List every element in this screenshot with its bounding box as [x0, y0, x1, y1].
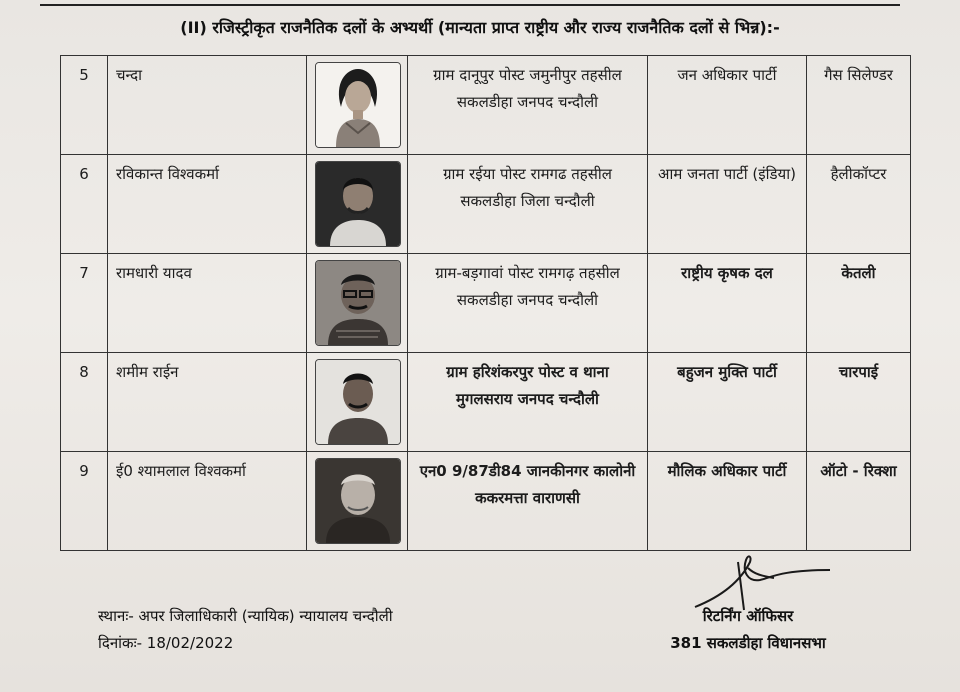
- photo-cell: [307, 155, 408, 254]
- candidate-photo: [315, 359, 401, 445]
- footer-officer-block: [643, 603, 853, 657]
- candidate-photo: [315, 260, 401, 346]
- candidate-photo: [315, 458, 401, 544]
- candidate-name: रविकान्त विश्वकर्मा: [108, 155, 307, 254]
- serial-number: 9: [61, 452, 108, 551]
- portrait-image: [316, 459, 400, 543]
- serial-number: 6: [61, 155, 108, 254]
- election-symbol: ऑटो - रिक्शा: [807, 452, 911, 551]
- photo-cell: [307, 353, 408, 452]
- photo-cell: [307, 254, 408, 353]
- constituency-name: 381 सकलडीहा विधानसभा: [670, 634, 826, 652]
- section-heading: (II) रजिस्ट्रीकृत राजनैतिक दलों के अभ्यर्थी (मान्यता प्राप्त राष्ट्रीय और राज्य राजनैतिक दलों से भिन्न):-: [180, 18, 780, 37]
- portrait-image: [316, 360, 400, 444]
- table-row: [61, 254, 911, 353]
- election-symbol: केतली: [807, 254, 911, 353]
- table-row: [61, 155, 911, 254]
- candidate-address: ग्राम-बड़गावां पोस्ट रामगढ़ तहसील सकलडीहा जनपद चन्दौली: [408, 254, 648, 353]
- candidate-address: ग्राम दानूपुर पोस्ट जमुनीपुर तहसील सकलडीहा जनपद चन्दौली: [408, 56, 648, 155]
- portrait-image: [316, 261, 400, 345]
- candidate-photo: [315, 62, 401, 148]
- candidate-name: चन्दा: [108, 56, 307, 155]
- candidate-address: एन0 9/87डी84 जानकीनगर कालोनी ककरमत्ता वाराणसी: [408, 452, 648, 551]
- table-row: [61, 353, 911, 452]
- election-symbol: गैस सिलेण्डर: [807, 56, 911, 155]
- party-name: जन अधिकार पार्टी: [648, 56, 807, 155]
- party-name: राष्ट्रीय कृषक दल: [648, 254, 807, 353]
- photo-cell: [307, 56, 408, 155]
- table-row: [61, 452, 911, 551]
- portrait-image: [316, 162, 400, 246]
- photo-cell: [307, 452, 408, 551]
- serial-number: 7: [61, 254, 108, 353]
- portrait-image: [316, 63, 400, 147]
- candidate-name: रामधारी यादव: [108, 254, 307, 353]
- party-name: आम जनता पार्टी (इंडिया): [648, 155, 807, 254]
- candidate-name: शमीम राईन: [108, 353, 307, 452]
- candidate-address: ग्राम रईया पोस्ट रामगढ तहसील सकलडीहा जिला चन्दौली: [408, 155, 648, 254]
- candidate-name: ई0 श्यामलाल विश्वकर्मा: [108, 452, 307, 551]
- party-name: बहुजन मुक्ति पार्टी: [648, 353, 807, 452]
- election-symbol: चारपाई: [807, 353, 911, 452]
- serial-number: 5: [61, 56, 108, 155]
- table-row: [61, 56, 911, 155]
- candidate-address: ग्राम हरिशंकरपुर पोस्ट व थाना मुगलसराय जनपद चन्दौली: [408, 353, 648, 452]
- top-table-border: [40, 0, 900, 6]
- candidate-photo: [315, 161, 401, 247]
- footer-date: दिनांकः- 18/02/2022: [98, 634, 234, 652]
- election-symbol: हैलीकॉप्टर: [807, 155, 911, 254]
- footer-place: स्थानः- अपर जिलाधिकारी (न्यायिक) न्यायालय चन्दौली: [98, 607, 393, 625]
- officer-title: रिटर्निंग ऑफिसर: [702, 607, 794, 625]
- serial-number: 8: [61, 353, 108, 452]
- candidate-table: [60, 55, 911, 551]
- footer-place-date: [98, 603, 393, 657]
- party-name: मौलिक अधिकार पार्टी: [648, 452, 807, 551]
